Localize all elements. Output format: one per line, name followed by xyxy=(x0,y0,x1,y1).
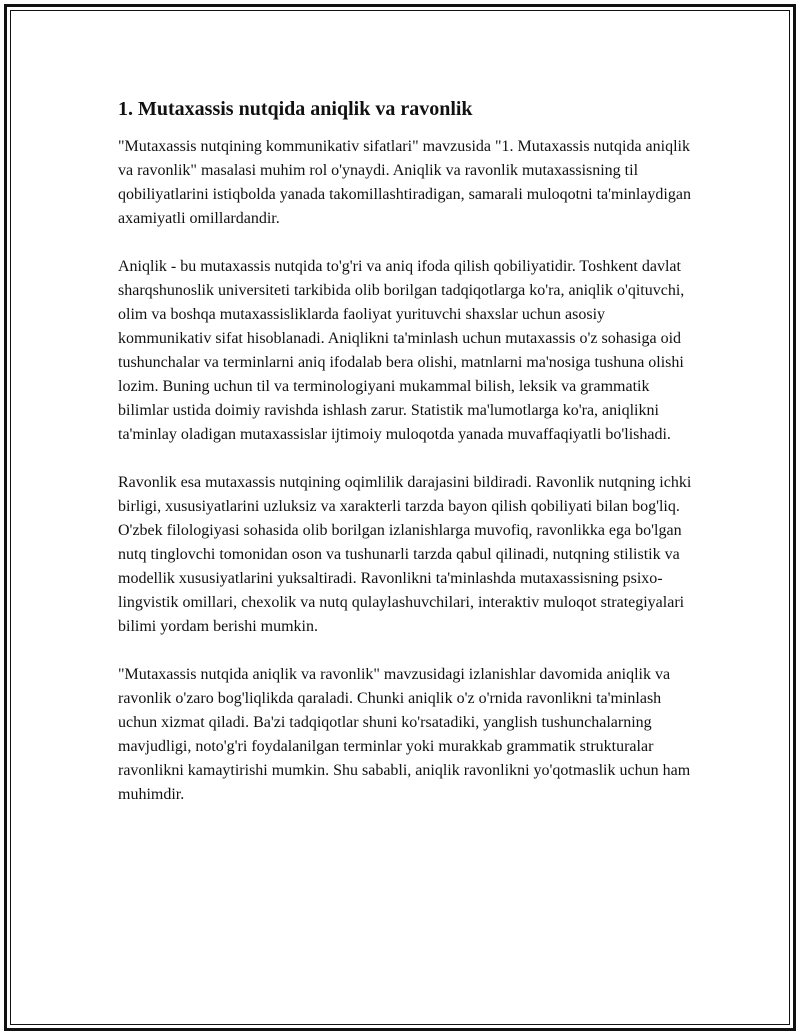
paragraph-aniqlik: Aniqlik - bu mutaxassis nutqida to'g'ri va aniq ifoda qilish qobiliyatidir. Toshkent davlat sharqshunoslik universiteti tarkibida olib borilgan tadqiqotlarga ko'ra, aniqlik o'qituvchi, olim va boshqa mutaxassisliklarda faoliyat yurituvchi shaxslar uchun asosiy kommunikativ sifat hisoblanadi. Aniqlikni ta'minlash uchun mutaxassis o'z sohasiga oid tushunchalar va terminlarni aniq ifodalab bera olishi, matnlarni ma'nosiga tushuna olishi lozim. Buning uchun til va terminologiyani mukammal bilish, leksik va grammatik bilimlar ustida doimiy ravishda ishlash zarur. Statistik ma'lumotlarga ko'ra, aniqlikni ta'minlay oladigan mutaxassislar ijtimoiy muloqotda yanada muvaffaqiyatli bo'lishadi. xyxy=(118,258,685,443)
paragraph-introduction: "Mutaxassis nutqining kommunikativ sifatlari" mavzusida "1. Mutaxassis nutqida aniqlik va ravonlik" masalasi muhim rol o'ynaydi. Aniqlik va ravonlik mutaxassisning til qobiliyatlarini istiqbolda yanada takomillashtiradigan, samarali muloqotni ta'minlaydigan axamiyatli omillardandir. xyxy=(118,138,691,227)
document-content xyxy=(118,97,693,807)
section-heading: 1. Mutaxassis nutqida aniqlik va ravonlik xyxy=(118,98,473,120)
paragraph-ravonlik: Ravonlik esa mutaxassis nutqining oqimlilik darajasini bildiradi. Ravonlik nutqning ichki birligi, xususiyatlarini uzluksiz va xarakterli tarzda bayon qilish qobiliyati bilan bog'liq. O'zbek filologiyasi sohasida olib borilgan izlanishlarga muvofiq, ravonlikka ega bo'lgan nutq tinglovchi tomonidan oson va tushunarli tarzda qabul qilinadi, nutqning stilistik va modellik xususiyatlarini yuksaltiradi. Ravonlikni ta'minlashda mutaxassisning psixo-lingvistik omillari, chexolik va nutq qulaylashuvchilari, interaktiv muloqot strategiyalari bilimi yordam berishi mumkin. xyxy=(118,474,692,635)
page-frame xyxy=(4,4,796,1031)
paragraph-relationship: "Mutaxassis nutqida aniqlik va ravonlik" mavzusidagi izlanishlar davomida aniqlik va ravonlik o'zaro bog'liqlikda qaraladi. Chunki aniqlik o'z o'rnida ravonlikni ta'minlash uchun xizmat qiladi. Ba'zi tadqiqotlar shuni ko'rsatadiki, yanglish tushunchalarning mavjudligi, noto'g'ri foydalanilgan terminlar yoki murakkab grammatik strukturalar ravonlikni kamaytirishi mumkin. Shu sababli, aniqlik ravonlikni yo'qotmaslik uchun ham muhimdir. xyxy=(118,666,691,803)
